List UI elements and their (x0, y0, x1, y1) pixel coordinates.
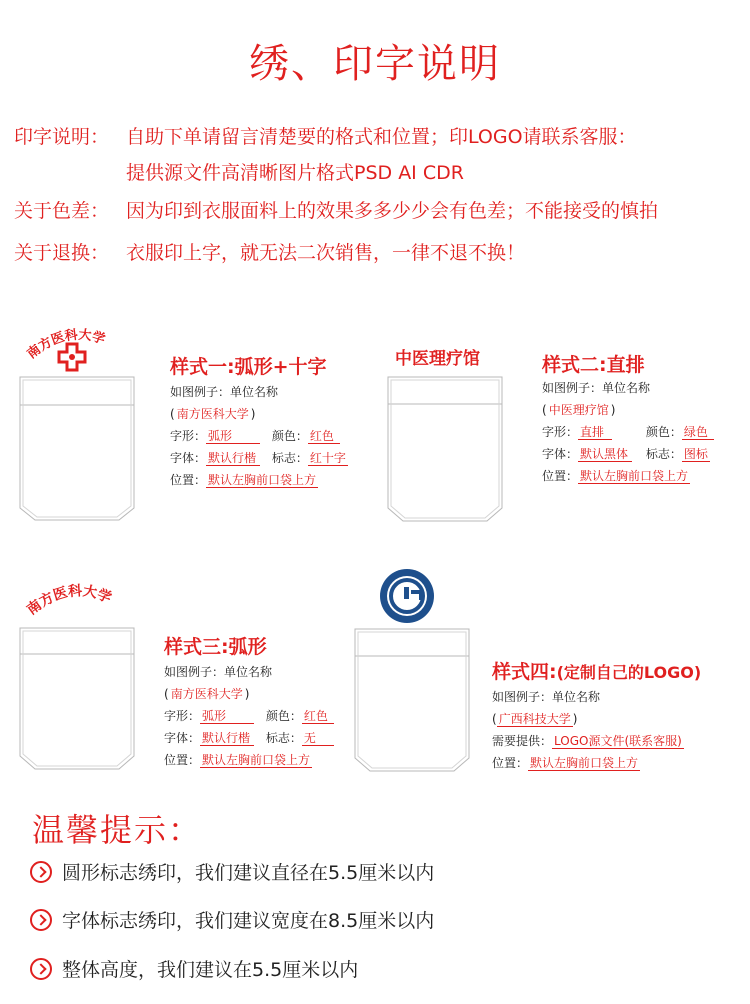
note-text: 自助下单请留言清楚要的格式和位置；印LOGO请联系客服： (126, 126, 637, 148)
tip-text: 字体标志绣印，我们建议宽度在8.5厘米以内 (62, 910, 435, 932)
style1-arc-label: 南方医科大学 (24, 327, 107, 363)
note-text: 因为印到衣服面料上的效果多多少少会有色差；不能接受的慎拍 (126, 200, 659, 222)
style2-logo-text: 中医理疗馆 (395, 349, 480, 369)
style3-arc-label: 南方医科大学 (24, 583, 114, 619)
tip-text: 圆形标志绣印，我们建议直径在5.5厘米以内 (62, 862, 435, 884)
circle-chevron-right-icon (30, 909, 52, 931)
style2-example-value: 中医理疗馆 (548, 403, 609, 417)
style4-row-position: 位置： 默认左胸前口袋上方 (492, 756, 639, 770)
style2-mark-value: 图标 (683, 447, 708, 461)
red-cross-icon (59, 344, 85, 370)
style4-need-value: LOGO源文件(联系客服) (554, 734, 682, 748)
style3-row-shape-color: 字形： 弧形 颜色： 红色 (164, 705, 334, 727)
note-text: 提供源文件高清晰图片格式PSD AI CDR (126, 162, 464, 184)
style2-details (542, 350, 714, 487)
style1-pocket (18, 320, 138, 525)
style3-example: ( 南方医科大学 ) (164, 687, 250, 701)
style3-position-value: 默认左胸前口袋上方 (202, 753, 311, 767)
note-returns (14, 238, 525, 265)
tip-text: 整体高度，我们建议在5.5厘米以内 (62, 959, 359, 981)
style4-details (492, 657, 701, 774)
style1-row-position: 位置： 默认左胸前口袋上方 (170, 473, 317, 487)
style2-row-shape-color: 字形： 直排 颜色： 绿色 (542, 421, 714, 443)
style4-title: 样式四:(定制自己的LOGO) (492, 661, 702, 683)
style3-color-value: 红色 (302, 709, 334, 724)
circle-chevron-right-icon (30, 861, 52, 883)
page-title: 绣、印字说明 (249, 41, 501, 87)
style2-example: ( 中医理疗馆 ) (542, 403, 616, 417)
style3-example-value: 南方医科大学 (170, 687, 243, 701)
note-color-difference (14, 196, 658, 223)
style1-row-font-mark: 字体： 默认行楷 标志： 红十字 (170, 451, 346, 465)
style3-row-position: 位置： 默认左胸前口袋上方 (164, 753, 311, 767)
style3-arc-text (24, 582, 115, 618)
style1-font-value: 默认行楷 (206, 451, 260, 466)
style1-title: 样式一:弧形+十字 (170, 356, 327, 378)
style4-example: ( 广西科技大学 ) (492, 712, 578, 726)
style4-example-label: 如图例子：单位名称 (492, 690, 601, 704)
note-label: 关于退换： (14, 242, 110, 264)
style4-pocket (352, 566, 477, 776)
style4-position-value: 默认左胸前口袋上方 (530, 756, 639, 770)
style3-shape-value: 弧形 (200, 709, 254, 724)
circle-chevron-right-icon (30, 958, 52, 980)
style2-color-value: 绿色 (682, 425, 714, 440)
style3-example-label: 如图例子：单位名称 (164, 665, 273, 679)
style2-row-font-mark: 字体： 默认黑体 标志： 图标 (542, 447, 708, 461)
style1-example-value: 南方医科大学 (176, 407, 249, 421)
style2-font-value: 默认黑体 (578, 447, 632, 462)
style1-position-value: 默认左胸前口袋上方 (208, 473, 317, 487)
style1-shape-value: 弧形 (206, 429, 260, 444)
style1-color-value: 红色 (308, 429, 340, 444)
style2-title: 样式二:直排 (542, 354, 645, 376)
tip-item (30, 906, 434, 933)
style2-pocket (385, 340, 510, 525)
note-label: 关于色差： (14, 200, 110, 222)
style1-example: ( 南方医科大学 ) (170, 407, 256, 421)
tip-item (30, 955, 358, 982)
style3-mark-value: 无 (302, 731, 334, 746)
style1-mark-value: 红十字 (309, 451, 346, 465)
style1-example-label: 如图例子：单位名称 (170, 385, 279, 399)
style2-row-position: 位置： 默认左胸前口袋上方 (542, 469, 689, 483)
style2-shape-value: 直排 (578, 425, 612, 440)
style3-font-value: 默认行楷 (200, 731, 254, 746)
note-file-formats (14, 158, 464, 185)
style1-details (170, 352, 348, 491)
note-printing (14, 122, 637, 149)
note-text: 衣服印上字，就无法二次销售，一律不退不换！ (126, 242, 526, 264)
style3-title: 样式三:弧形 (164, 636, 267, 658)
school-emblem-icon (380, 569, 434, 623)
style3-row-font-mark: 字体： 默认行楷 标志： 无 (164, 727, 334, 749)
style4-example-value: 广西科技大学 (498, 712, 571, 726)
tip-item (30, 858, 434, 885)
style1-row-shape-color: 字形： 弧形 颜色： 红色 (170, 425, 348, 447)
style3-details (164, 632, 334, 771)
style4-row-need: 需要提供： LOGO源文件(联系客服) (492, 734, 682, 748)
tips-title: 温馨提示： (32, 811, 203, 849)
style3-pocket (18, 578, 138, 778)
style2-position-value: 默认左胸前口袋上方 (580, 469, 689, 483)
note-label: 印字说明： (14, 126, 110, 148)
style2-example-label: 如图例子：单位名称 (542, 381, 651, 395)
